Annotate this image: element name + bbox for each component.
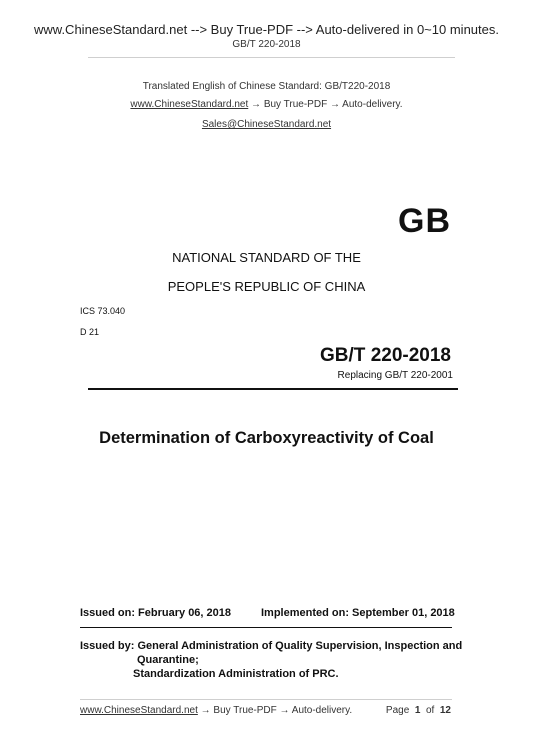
national-standard-line2: PEOPLE'S REPUBLIC OF CHINA: [167, 279, 366, 294]
footer-links: [80, 705, 352, 716]
site-link[interactable]: www.ChineseStandard.net: [130, 99, 249, 110]
replacing-note: Replacing GB/T 220-2001: [337, 370, 453, 381]
implemented-on: Implemented on: September 01, 2018: [261, 607, 455, 619]
page-indicator: [386, 705, 451, 716]
national-standard-line1: NATIONAL STANDARD OF THE: [172, 250, 361, 265]
header-banner: www.ChineseStandard.net --> Buy True-PDF --> Auto-delivered in 0~10 minutes.: [34, 22, 499, 37]
page-current: 1: [414, 705, 421, 716]
issued-by: [80, 639, 462, 681]
page-label: Page: [385, 705, 410, 716]
page-total: 12: [439, 705, 451, 716]
translation-links: [0, 99, 533, 110]
gb-mark: GB: [398, 202, 451, 240]
ics-code: ICS 73.040: [80, 306, 126, 316]
document-title: Determination of Carboxyreactivity of Coal: [99, 429, 434, 447]
delivery-text: → Buy True-PDF → Auto-delivery.: [248, 99, 403, 110]
issued-by-line1: Issued by: General Administration of Quality Supervision, Inspection and: [80, 640, 463, 652]
standard-number: GB/T 220-2018: [320, 345, 451, 366]
issued-by-line3: Standardization Administration of PRC.: [133, 668, 339, 680]
page-of: of: [425, 705, 435, 716]
email-row: [0, 119, 533, 130]
issued-on: Issued on: February 06, 2018: [80, 607, 232, 619]
footer-delivery-text: → Buy True-PDF → Auto-delivery.: [197, 705, 353, 716]
ccs-code: D 21: [80, 327, 100, 337]
header-standard-number: GB/T 220-2018: [232, 39, 301, 50]
footer-site-link[interactable]: www.ChineseStandard.net: [80, 705, 198, 716]
issued-by-line2: Quarantine;: [137, 654, 199, 666]
translation-note: Translated English of Chinese Standard: GB/T220-2018: [142, 81, 391, 92]
dates-divider: [80, 627, 452, 628]
title-divider: [88, 388, 458, 390]
email-link[interactable]: Sales@ChineseStandard.net: [201, 119, 332, 130]
footer-divider: [80, 699, 452, 700]
header-divider: [88, 57, 455, 58]
